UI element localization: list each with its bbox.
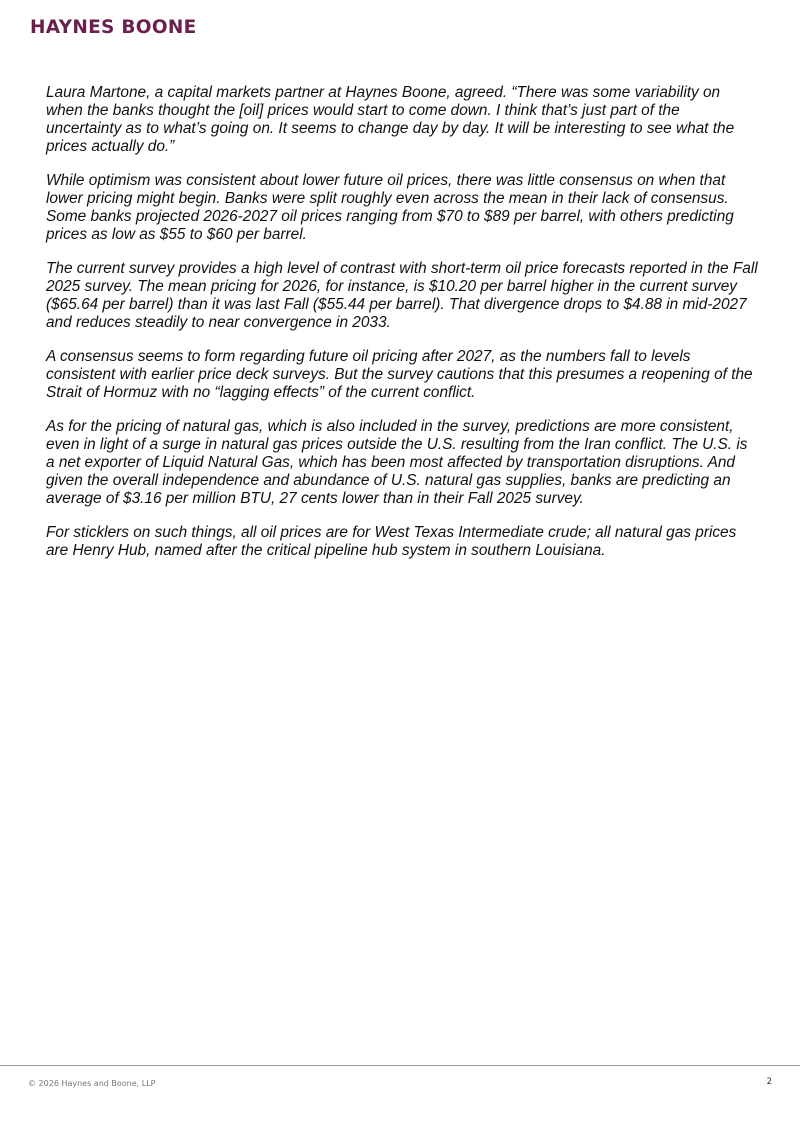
page-number: 2 bbox=[766, 1077, 772, 1087]
paragraph-fall-2025-contrast: The current survey provides a high level of contrast with short-term oil price forecasts reported in the Fall 2025 survey. The mean pricing for 2026, for instance, is $10.20 per barrel higher in the current survey ($65.64 per barrel) than it was last Fall ($55.44 per barrel). That divergence drops to $4.88 in mid-2027 and reduces steadily to near convergence in 2033. bbox=[46, 260, 758, 331]
article-body bbox=[46, 84, 758, 576]
paragraph-post-2027-consensus: A consensus seems to form regarding future oil pricing after 2027, as the numbers fall to levels consistent with earlier price deck surveys. But the survey cautions that this presumes a reopening of the Strait of Hormuz with no “lagging effects” of the current conflict. bbox=[46, 348, 753, 401]
paragraph-price-benchmarks: For sticklers on such things, all oil prices are for West Texas Intermediate crude; all natural gas prices are Henry Hub, named after the critical pipeline hub system in southern Louisiana. bbox=[46, 524, 737, 559]
paragraph-consensus-timing: While optimism was consistent about lower future oil prices, there was little consensus on when that lower pricing might begin. Banks were split roughly even across the mean in their lack of consensus. Some banks projected 2026-2027 oil prices ranging from $70 to $89 per barrel, with others predicting prices as low as $55 to $60 per barrel. bbox=[46, 172, 734, 243]
copyright-notice: © 2026 Haynes and Boone, LLP bbox=[28, 1079, 156, 1088]
haynes-boone-logo: HAYNES BOONE bbox=[30, 17, 197, 38]
paragraph-martone-quote: Laura Martone, a capital markets partner at Haynes Boone, agreed. “There was some variability on when the banks thought the [oil] prices would start to come down. I think that’s just part of the uncertainty as to what’s going on. It seems to change day by day. It will be interesting to see what the prices actually do.” bbox=[46, 84, 735, 155]
paragraph-natural-gas: As for the pricing of natural gas, which is also included in the survey, predictions are more consistent, even in light of a surge in natural gas prices outside the U.S. resulting from the Iran conflict. The U.S. is a net exporter of Liquid Natural Gas, which has been most affected by transportation disruptions. And given the overall independence and abundance of U.S. natural gas supplies, banks are predicting an average of $3.16 per million BTU, 27 cents lower than in their Fall 2025 survey. bbox=[46, 418, 748, 507]
footer-divider bbox=[0, 1065, 800, 1066]
